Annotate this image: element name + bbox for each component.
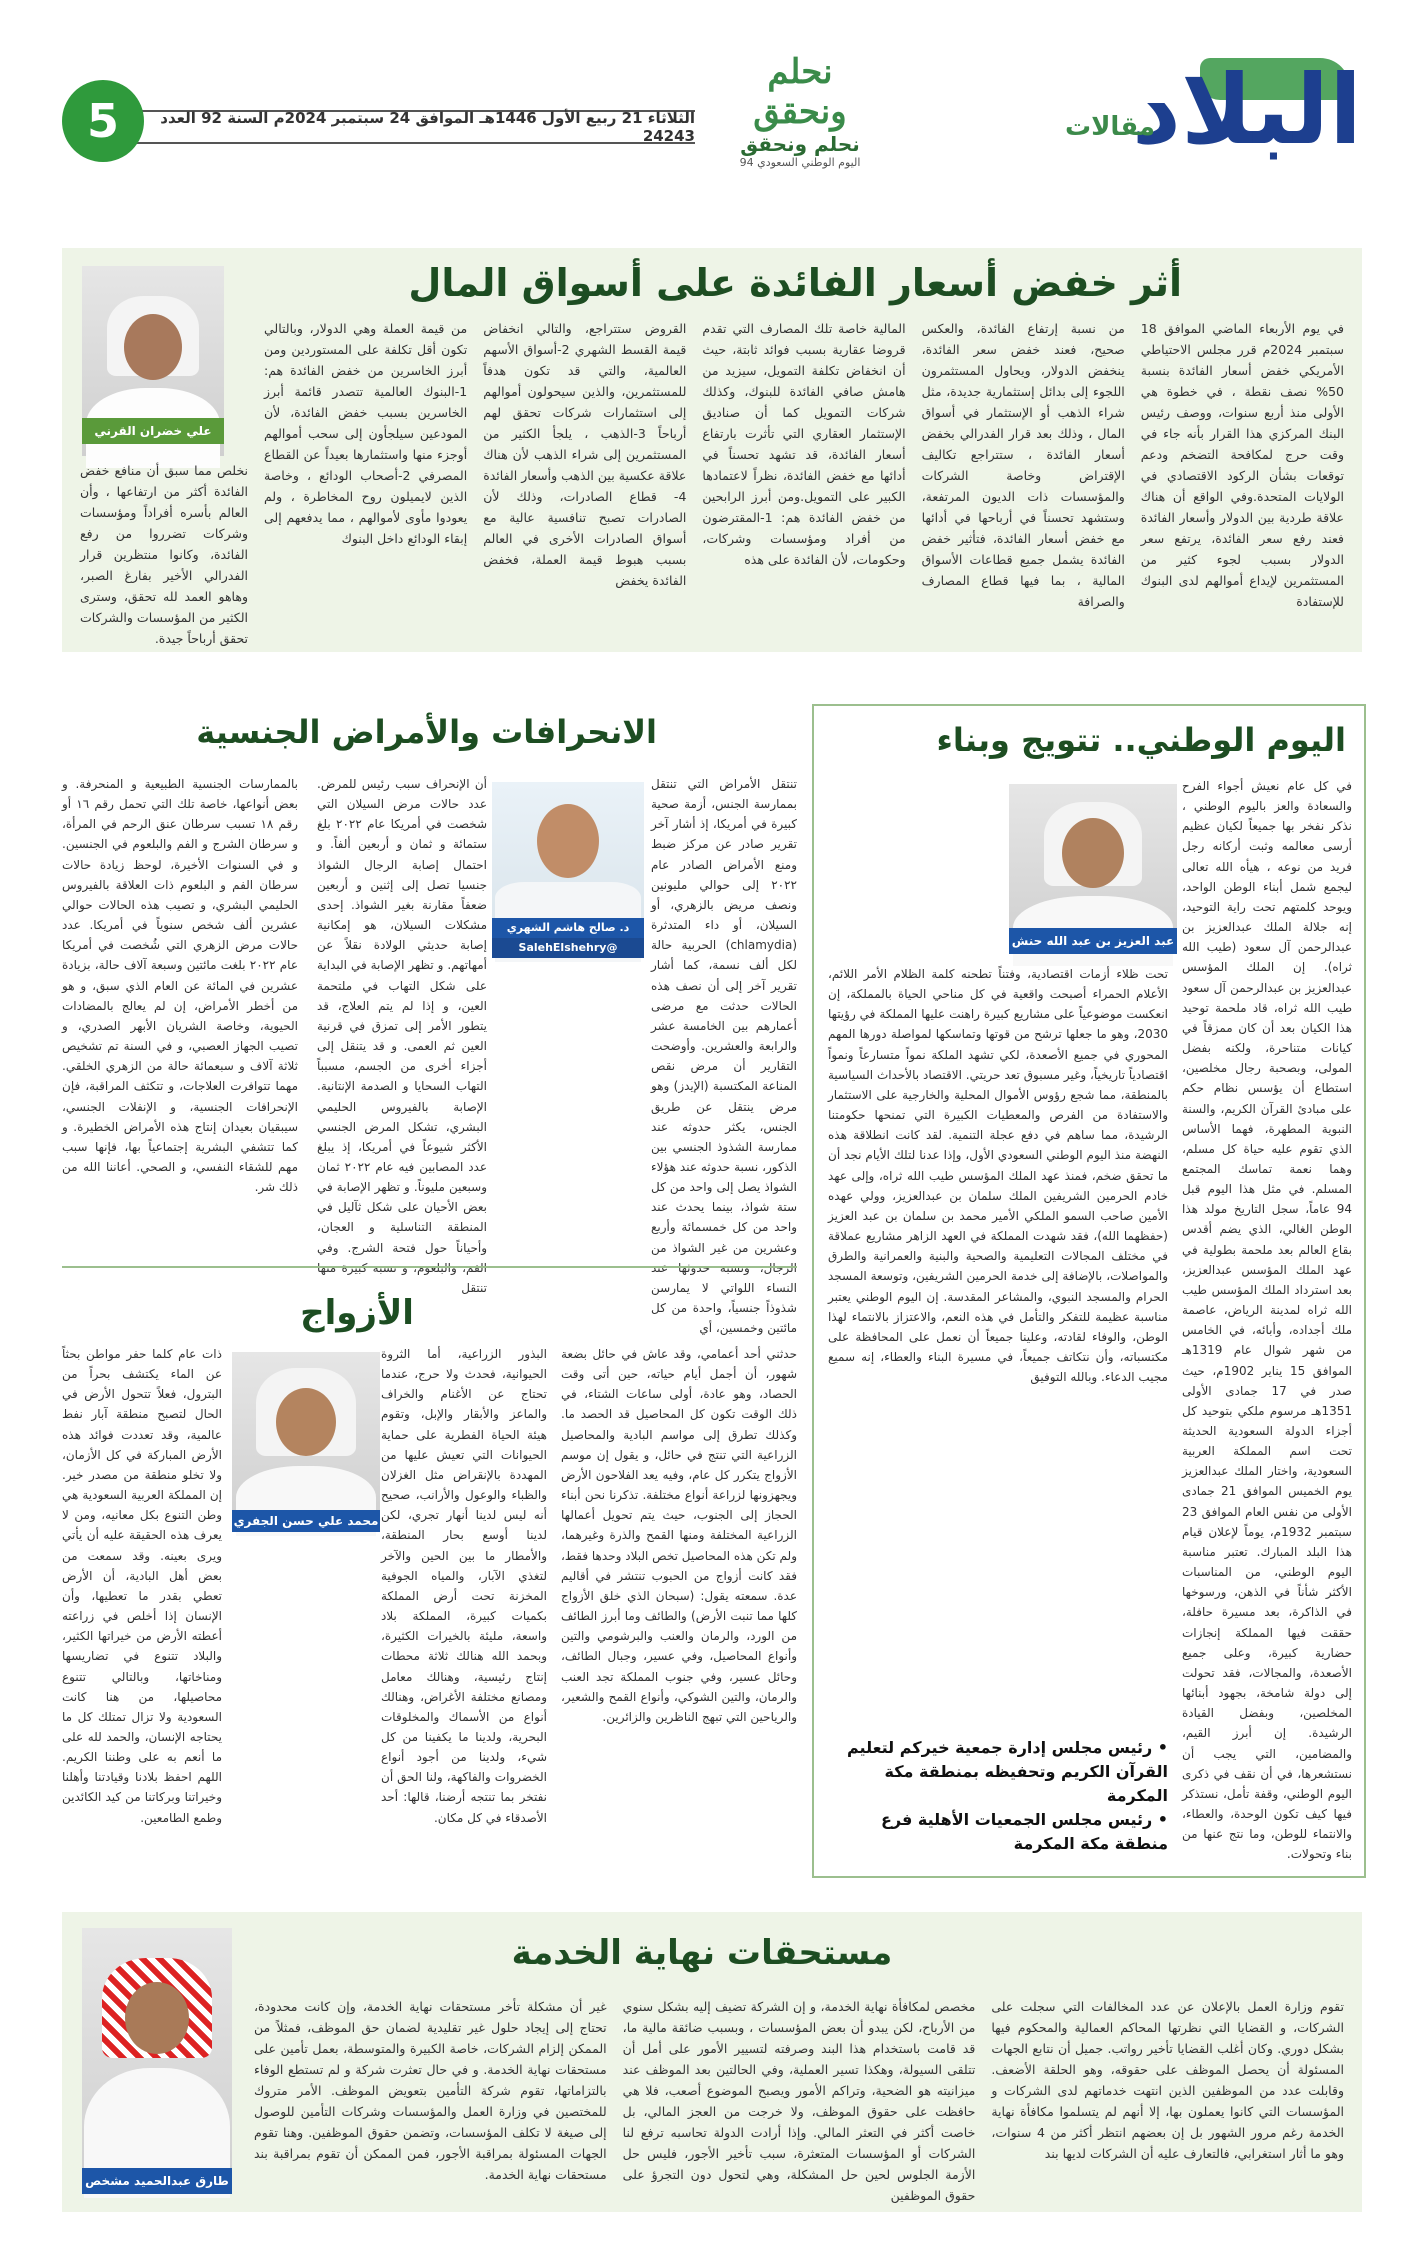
- article-title: أثر خفض أسعار الفائدة على أسواق المال: [408, 261, 1182, 305]
- article-column: في يوم الأربعاء الماضي الموافق 18 سبتمبر 2024م قرر مجلس الاحتياطي الأمريكي خفض أسعار الفائدة بنسبة 50% نصف نقطة ، في خطوة هي الأولى منذ أربع سنوات، ووصف رئيس البنك المركزي هذا القرار بأنه جاء في وقت حرج لمكافحة التضخم ودعم توقعات بشأن الركود الاقتصادي في الولايات المتحدة.وفي الواقع أن هناك علاقة طردية بين الدولار وأسعار الفائدة فعند رفع سعر الفائدة، يرتفع سعر الدولار بسبب لجوء كثير من المستثمرين لإيداع أموالهم لدى البنوك للإستفادة: [1140, 321, 1344, 609]
- national-day-logo-subtitle: اليوم الوطني السعودي 94: [739, 156, 861, 169]
- article-column: تنتقل الأمراض التي تنتقل بممارسة الجنس، أزمة صحية كبيرة في أمريكا، إذ أشار آخر تقرير صادر عن مركز ضبط ومنع الأمراض الصادر عام ٢٠٢٢ إلى حوالي مليونين ونصف مريض بالزهري، أو السيلان، أو داء المتدثرة (chlamydia) الحربية حالة لكل ألف نسمة، كما أشار تقرير آخر إلى أن نصف هذه الحالات حدثت مع مرضى أعمارهم بين الخامسة عشر والرابعة والعشرين. وأوضحت التقارير أن مرض نقص المناعة المكتسبة (الإيدز) وهو مرض ينتقل عن طريق الجنس، يكثر حدوثه عند ممارسة الشذوذ الجنسي بين الذكور، نسبة حدوثه عند هؤلاء الشواذ يصل إلى واحد من كل ستة شواذ، بينما يحدث عند واحد من كل خمسمائة وأربع وعشرين من غير الشواذ من النساء اللواتي لا يمارسن شذوذاً جنسياً، واحدة من كل مائتين وخمسين، أي: [651, 777, 797, 1336]
- author-caption: علي خضران القرني: [82, 418, 224, 444]
- article-column: من نسبة إرتفاع الفائدة، والعكس صحيح، فعند خفض سعر الفائدة، ينخفض الدولار، ويحاول المستثمرون اللجوء إلى بدائل إستثمارية جديدة، مثل شراء الذهب أو الإستثمار في أسواق المال ، وذلك بعد قرار الفدرالي بخفض أسعار الفائدة ، ستتراجع تكاليف الإقتراض وخاصة الشركات والمؤسسات ذات الديون المرتفعة، وستشهد تحسناً في أرباحها في أدائها مع خفض أسعار الفائدة، فتأثير خفض الفائدة يشمل جميع قطاعات الأسواق المالية ، بما فيها قطاع المصارف والصرافة: [921, 321, 1125, 609]
- article-body: [254, 1996, 1344, 2202]
- article-column: حدثني أحد أعمامي، وقد عاش في حائل بضعة شهور، أن أجمل أيام حياته، حين أتى وقت الحصاد، وهو عادة، أولى ساعات الشتاء، في ذلك الوقت تكون كل المحاصيل قد الحصد ما. وكذلك تطرق إلى مواسم البادية والمحاصيل الزراعية التي تنتج في حائل، و يقول إن موسم الأزواج يتكرر كل عام، وفيه يعد الفلاحون الأرض ويجهزونها لزراعة أنواع مختلفة. تذكرنا نحن أبناء الحجاز إلى الجنوب، حيث يتم تحويل أعمالها الزراعية المختلفة ومنها القمح والذرة وغيرهما، ولم تكن هذه المحاصيل تخص البلاد وحدها فقط، فقد كانت أزواج من الحبوب تنتشر في أقاليم عدة. سمعته يقول: (سبحان الذي خلق الأزواج كلها مما تنبت الأرض) والطائف وما أبرز الطائف من الورد، والرمان والعنب والبرشومي والتين وأنواع المحاصيل، وفي عسير، وجبال الطائف، وحائل عسير، وفي جنوب المملكة تجد العنب والرمان، والتين الشوكي، وأنواع القمح والشعير، والرياحين التي تبهج الناظرين والزائرين.: [561, 1347, 797, 1724]
- article-column: تقوم وزارة العمل بالإعلان عن عدد المخالفات التي سجلت على الشركات، و القضايا التي نظرتها المحاكم العمالية والمحكوم فيها بشكل دوري. وكان أغلب القضايا تأخير رواتب. جميل أن نتابع الجهات المسئولة أن يحصل الموظف على حقوقه، وهو الحلقة الأضعف. وقابلت عدد من الموظفين الذين انتهت خدماتهم لدى الشركات و المؤسسات التي كانوا يعملون بها، إلا أنهم لم يتسلموا مكافأة نهاية الخدمة رغم مرور الشهور بل إن بعضهم انتظر أكثر من 4 سنوات، وهو ما أثار استغرابي، فالتعارف عليه أن الشركات لديها بند: [991, 1999, 1345, 2161]
- national-day-logo: [735, 52, 865, 169]
- divider: [62, 1266, 797, 1268]
- author-caption: محمد علي حسن الجفري: [232, 1510, 380, 1532]
- article-title: الانحرافات والأمراض الجنسية: [196, 713, 657, 751]
- author-caption: عبد العزيز بن عبد الله حنش: [1009, 928, 1177, 954]
- author-title-item: • رئيس مجلس الجمعيات الأهلية فرع منطقة مكة المكرمة: [880, 1810, 1168, 1853]
- page-number: 5: [62, 80, 144, 162]
- author-photo: [82, 1928, 232, 2194]
- author-caption: طارق عبدالحميد مشخص: [82, 2168, 232, 2194]
- article-column: البذور الزراعية، أما الثروة الحيوانية، فحدث ولا حرج، عندما تحتاج عن الأغنام والخراف والماعز والأبقار والإبل، وتقوم هيئة الحياة الفطرية على حماية الحيوانات التي تعيش عليها من المهددة بالإنقراض مثل الغزلان والظباء والوعول والأرانب، صحيح أنه ليس لدينا أنهار تجري، لكن لدينا أوسع بحار المنطقة، والأمطار ما بين الحين والآخر لتغذي الآبار، والمياه الجوفية المخزنة تحت أرض المملكة بكميات كبيرة، المملكة بلاد واسعة، مليئة بالخيرات الكثيرة، وبحمد الله هنالك ثلاثة محطات إنتاج رئيسية، وهنالك معامل ومصانع مختلفة الأغراض، وهنالك أنواع من الأسماك والمخلوقات البحرية، ولدينا ما يكفينا من كل شيء، ولدينا من أجود أنواع الخضروات والفاكهة، ولنا الحق أن نفتخر بما تنتجه أرضنا، قالها: أحد الأصدقاء في كل مكان.: [381, 1347, 547, 1825]
- article-title: الأزواج: [300, 1293, 414, 1333]
- author-titles: [828, 1736, 1168, 1856]
- article-column: مخصص لمكافأة نهاية الخدمة، و إن الشركة تضيف إليه بشكل سنوي من الأرباح، لكن يبدو أن بعض المؤسسات ، وبسبب ضائقة مالية ما، قد قامت باستخدام هذا البند وصرفته لتسيير الأمور على أمل أن تتلقى السيولة، وهكذا تسير العملية، وفي الحالتين بعد الموظف عند ميزانيته هو الضحية، وتراكم الأمور ويصبح الموضوع أصعب، فلا هي حافظت على حقوق الموظف، ولا خرجت من العجز المالي، بل خاصت أكثر في التعثر المالي. وإذا أرادت الدولة تحاسبه ترفع لنا الشركات أو المؤسسات المتعثرة، سبب تأخير الأجور، فليس حل الأزمة الجلوس لحين حل المشكلة، وهي لتحول دون التجرؤ على حقوق الموظفين: [622, 1999, 976, 2203]
- article-column: في كل عام نعيش أجواء الفرح والسعادة والعز باليوم الوطني ، نذكر نفخر بها جميعاً لكيان عظيم أرسى معالمه وثبت أركانه رجل فريد من نوعه ، هيأه الله تعالى ليجمع شمل أبناء الوطن الواحد، ويوحد كلمتهم تحت راية التوحيد، إنه جلالة الملك عبدالعزيز بن عبدالرحمن آل سعود (طيب الله ثراه). إن الملك المؤسس عبدالعزيز بن عبدالرحمن آل سعود طيب الله ثراه، قاد ملحمة توحيد هذا الكيان بعد أن كان ممزقاً في كيانات متناحرة، ولكنه بفضل المولى، وبصحبة رجال مخلصين، استطاع أن يؤسس نظام حكم على مبادئ القرآن الكريم، والسنة النبوية المطهرة، فهما الأساس الذي تقوم عليه حياة كل مسلم، وهما نعمة تماسك المجتمع المسلم. في مثل هذا اليوم قبل 94 عاماً، سجل التاريخ مولد هذا الوطن الغالي، الذي يضم أقدس بقاع العالم بعد ملحمة بطولية في عهد الملك المؤسس عبدالعزيز، بعد استرداد الملك المؤسس طيب الله ثراه لمدينة الرياض، عاصمة ملك أجداده، وأبائه، في الخامس من شهر شوال عام 1319هـ الموافق 15 يناير 1902م، حيث صدر في 17 جمادى الأولى 1351هـ مرسوم ملكي بتوحيد كل أجزاء الدولة السعودية الحديثة تحت اسم المملكة العربية السعودية، واختار الملك عبدالعزيز يوم الخميس الموافق 21 جمادى الأولى من نفس العام الموافق 23 سبتمبر 1932م، يوماً لإعلان قيام هذا البلد المبارك. تعتبر مناسبة اليوم الوطني، من المناسبات الأكثر شأناً في الذهن، ورسوخها في الذاكرة، بعد مسيرة حافلة، حققت فيها المملكة إنجازات حضارية كبيرة، وعلى جميع الأصعدة، والمجالات، فقد تحولت إلى دولة شامخة، بجهود أبنائها المخلصين، وبفضل القيادة الرشيدة. إن أبرز القيم، والمضامين، التي يجب أن نستشعرها، في أن نقف في ذكرى اليوم الوطني، وقفة تأمل، نستذكر فيها كيف تكون الوحدة، والعطاء، والانتماء للوطن، وما نتج عنها من بناء وتحولات.: [1182, 779, 1352, 1862]
- article-column: المالية خاصة تلك المصارف التي تقدم قروضا عقارية بسبب فوائد ثابتة، حيث أن انخفاض تكلفة التمويل، سيزيد من هامش صافي الفائدة للبنوك، وكذلك شركات التمويل كما أن صناديق الإستثمار العقاري التي تأثرت بارتفاع أسعار الفائدة، قد تشهد تحسناً في أدائها مع خفض الفائدة، نظراً لاعتمادها الكبير على التمويل.ومن أبرز الرابحين من خفض الفائدة هم: 1-المقترضون من أفراد ومؤسسات وشركات، وحكومات، لأن الفائدة على هذه: [702, 321, 906, 567]
- author-caption: د. صالح هاشم الشهري: [492, 918, 644, 938]
- article-column: القروض ستتراجع، والتالي انخفاض قيمة القسط الشهري 2-أسواق الأسهم العالمية، والتي قد تكون هدفاً للمستثمرين، والذين سيحولون أموالهم إلى استثمارات شركات تحقق لهم أرباحاً 3-الذهب ، يلجأ الكثير من المستثمرين إلى شراء الذهب لأن هناك علاقة عكسية بين الذهب وأسعار الفائدة 4- قطاع الصادرات، وذلك لأن الصادرات تصبح تنافسية عالية مع أسواق الصادرات الأخرى في العالم بسبب هبوط قيمة العملة، فخفض الفائدة يخفض: [483, 321, 687, 588]
- author-photo: [232, 1352, 380, 1530]
- author-handle[interactable]: @SalehElshehry: [492, 938, 644, 958]
- article-column: أن الإنحراف سبب رئيس للمرض. عدد حالات مرض السيلان التي شخصت في أمريكا عام ٢٠٢٢ بلغ ستمائة و ثمان و أربعين ألفاً. و احتمال إصابة الرجال الشواذ جنسيا تصل إلى إثنين و أربعين ضعفاً مقارنة بغير الشواذ. إحدى مشكلات السيلان، هو إمكانية إصابة حديثي الولادة نقلاً عن أمهاتهم. و تظهر الإصابة في البداية على شكل التهاب في ملتحمة العين، و إذا لم يتم العلاج، قد يتطور الأمر إلى تمزق في قرنية العين ثم العمى. و قد يتنقل إلى أجزاء أخرى من الجسم، مسبباً التهاب السحايا و الصدمة الإنتانية. الإصابة بالفيروس الحليمي البشري، تشكل المرض الجنسي الأكثر شيوعاً في أمريكا، إذ يبلغ عدد المصابين فيه عام ٢٠٢٢ ثمان وسبعين مليوناً. و تظهر الإصابة في بعض الأحيان على شكل ثآليل في المنطقة التناسلية و العجان، وأحياناً حول فتحة الشرج. وفي تنتقل: [317, 777, 487, 1295]
- article-column: من قيمة العملة وهي الدولار، وبالتالي تكون أقل تكلفة على المستوردين ومن أبرز الخاسرين من خفض الفائدة هم: 1-البنوك العالمية تتصدر قائمة أبرز الخاسرين بسبب خفض الفائدة، لأن المودعين سيلجأون إلى سحب أموالهم أوجزء منها واستثمارها بعيداً عن القطاع المصرفي 2-أصحاب الودائع ، وخاصة الذين لايميلون روح المخاطرة ، ولم يعودوا مأوى لأموالهم ، مما يدفعهم إلى إبقاء الودائع داخل البنوك: [263, 321, 468, 546]
- section-label: مقالات: [1064, 112, 1155, 142]
- article-column: نخلص مما سبق أن منافع خفض الفائدة أكثر من ارتفاعها ، وأن العالم بأسره أفراداً ومؤسسات وشركات تضرروا من رفع الفائدة، وكانوا منتظرين قرار الفدرالي الأخير بفارغ الصبر، وهاهو العمد لله تحقق، وسترى الكثير من المؤسسات والشركات تحقق أرباحاً جيدة.: [80, 463, 248, 646]
- article-national-day: [812, 704, 1366, 1878]
- article-column: بالممارسات الجنسية الطبيعية و المنحرفة. و بعض أنواعها، خاصة تلك التي تحمل رقم ١٦ أو رقم ١٨ تسبب سرطان عنق الرحم في المرأة، و سرطان الشرج و الفم والبلعوم في الجنسين. و في السنوات الأخيرة، لوحظ زيادة حالات سرطان الفم و البلعوم ذات العلاقة بالفيروس الحليمي البشري، و تصيب هذه الحالات حوالي عشرين ألف شخص سنوياً في أمريكا. عدد حالات مرض الزهري التي شُخصت في أمريكا عام ٢٠٢٢ بلغت مائتين وسبعة آلاف حالة، بزيادة عشرين في المائة عن العام الذي سبق، و هو من أخطر الأمراض، إن لم يعالج بالمضادات الحيوية، وخاصة الشريان الأبهر الصدري، و تصيب الجهاز العصبي، و في السنة تم تشخيص ثلاثة آلاف و سبعمائة حالة من الزهري الخلقي. مهما تتوافرت العلاجات، و تتكثف المراقبة، فإن الإنحرافات الجنسية، و الإنفلات الجنسي، سيبقيان بعيدان إنتاج هذه الأمراض الخطيرة. و كما تتشفي البشرية إجتماعياً بها، فإنها سبب مهم للشقاء النفسي، و الصحي. أعاننا الله من ذلك شر.: [62, 777, 299, 1195]
- national-day-logo-title: نحلم ونحقق: [740, 132, 860, 156]
- article-end-of-service: [62, 1912, 1362, 2212]
- article-column: غير أن مشكلة تأخر مستحقات نهاية الخدمة، وإن كانت محدودة، تحتاج إلى إيجاد حلول غير تقليدية لضمان حق الموظف، فمثلاً من الممكن إلزام الشركات، خاصة الكبيرة والمتوسطة، بعمل تأمين على مستحقات نهاية الخدمة. و في حال تعثرت شركة و لم تستطع الوفاء بالتزاماتها، تقوم شركة التأمين بتعويض الموظف. الأمر متروك للمختصين في وزارة العمل والمؤسسات وشركات التأمين للوصول إلى صيغة لا تكلف المؤسسات، وتضمن حقوق الموظفين. وهنا تقوم الجهات المسئولة بمراقبة الأجور، فمن الممكن أن تقوم بمراقبة بند مستحقات نهاية الخدمة.: [253, 1999, 607, 2182]
- masthead: [0, 0, 1420, 170]
- article-title: اليوم الوطني.. تتويج وبناء: [936, 721, 1346, 759]
- article-title: مستحقات نهاية الخدمة: [511, 1933, 893, 1973]
- national-day-logo-script: نحلم ونحقق: [753, 52, 847, 132]
- author-title-item: • رئيس مجلس إدارة جمعية خيركم لتعليم القرآن الكريم وتحفيظه بمنطقة مكة المكرمة: [846, 1738, 1168, 1805]
- date-line: الثلاثاء 21 ربيع الأول 1446هـ الموافق 24 سبتمبر 2024م السنة 92 العدد 24243: [135, 110, 695, 144]
- article-column: تحت ظلاء أزمات اقتصادية، وفتناً تطحنه كلمة الظلام الأمر اللائم، الأعلام الحمراء أصبحت واقعية في كل مناحي الحياة بالمملكة، إن انعكست موضوعياً على مشاريع كبيرة راهنت عليها المملكة في رؤيتها 2030، وهو ما جعلها ترشح من قوتها وتماسكها لمواصلة دورها المهم المحوري في جميع الأصعدة، لكي تشهد الملكة نمواً متسارعاً ونمواً اقتصادياً تاريخياً، وغير مسبوق تعد حريتي. الاقتصاد بالأحداث السياسية بالمنطقة، مما شجع رؤوس الأموال المحلية والخارجية على الاستثمار والاستفادة من الفرص والمعطيات الكبيرة التي تمنحها حكومتنا الرشيدة، مما ساهم في دفع عجلة التنمية. لقد كانت انطلاقة هذه النهضة منذ اليوم الوطني السعودي الأول، وإذا عدنا لتلك الأيام نجد أن ما تحقق ضخم، فمنذ عهد الملك المؤسس طيب الله ثراه، وإلى عهد خادم الحرمين الشريفين الملك سلمان بن عبدالعزيز، وولي عهده الأمين صاحب السمو الملكي الأمير محمد بن سلمان بن عبد العزيز (حفظهما الله)، فقد شهدت المملكة في العهد الزاهر مشاريع عملاقة في مختلف المجالات التعليمية والصحية والبنية والعمرانية والطرق والمواصلات، بالإضافة إلى خدمة الحرمين الشريفين، وتوسعة المسجد الحرام والمسجد النبوي، والمشاعر المقدسة. إن اليوم الوطني يعتبر مناسبة عظيمة للتفكر والتأمل في هذه النعم، والاعتزاز بالانتماء لهذا الوطن، والوفاء لقادته، وعلينا جميعاً أن نعمل على المحافظة على مكتسباته، وأن نتكاتف جميعاً، في مسيرة البناء والعطاء، إنه سميع مجيب الدعاء. وبالله التوفيق: [828, 967, 1168, 1385]
- newspaper-logo[interactable]: البلاد: [1131, 54, 1362, 166]
- article-body: [264, 318, 1344, 638]
- article-column: ذات عام كلما حفر مواطن بحثاً عن الماء يكتشف بحراً من البترول، فعلاً تتحول الأرض في الحال لتصبح منطقة آبار نفط عالمية، وقد تعددت فوائد هذه الأرض المباركة في كل الأزمان، ولا تخلو منطقة من مصدر خير. إن المملكة العربية السعودية هي وطن التنوع بكل معانيه، ومن لا يعرف هذه الحقيقة عليه أن يأتي ويرى بعينه. وقد سمعت من بعض أهل البادية، أن الأرض تعطي بقدر ما تعطيها، وأن الإنسان إذا أخلص في زراعته أعطته الأرض من خيراتها الكثير، والبلاد تتنوع في تضاريسها ومناخاتها، وبالتالي تتنوع محاصيلها، من هنا كانت السعودية ولا تزال تمتلك كل ما يحتاجه الإنسان، والحمد لله على ما أنعم به على وطننا الكريم. اللهم احفظ بلادنا وقيادتنا وأهلنا وخيراتنا وبركاتنا من كيد الكائدين وطمع الطامعين.: [62, 1347, 222, 1825]
- article-rates: [62, 248, 1362, 652]
- article-spouses: [62, 1284, 797, 1874]
